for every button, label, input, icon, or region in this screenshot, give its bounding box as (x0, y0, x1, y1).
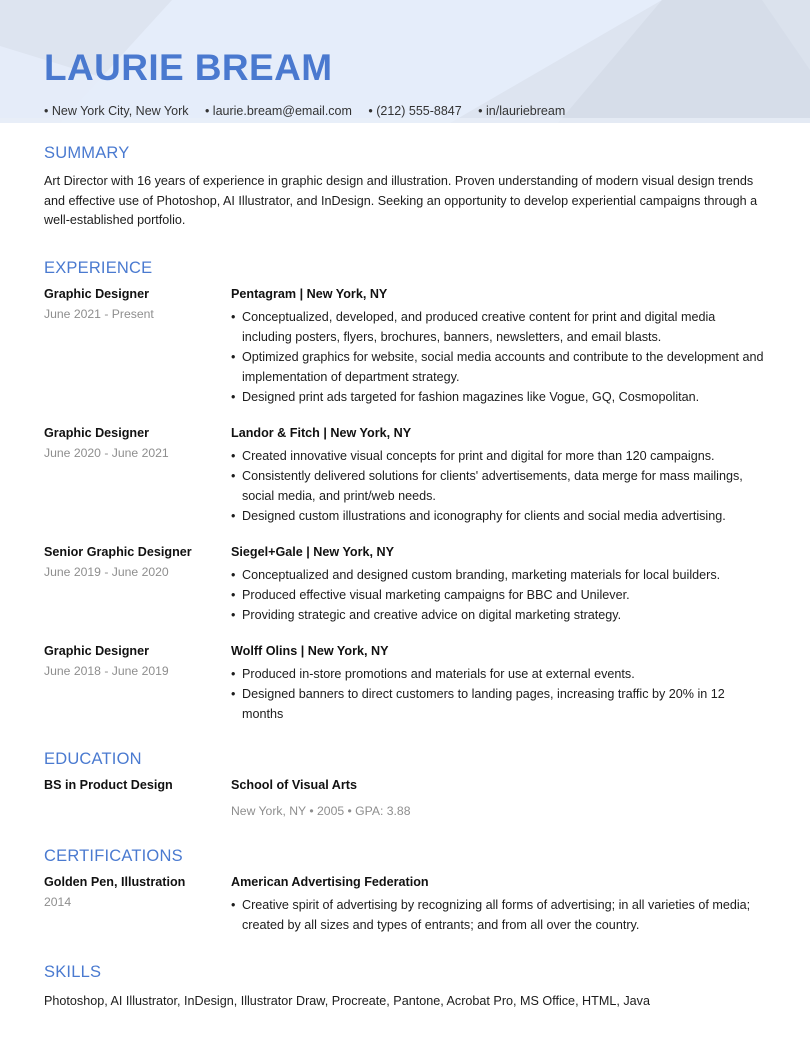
experience-date-range: June 2021 - Present (44, 306, 154, 321)
experience-entry (44, 643, 766, 724)
education-detail-line: New York, NY • 2005 • GPA: 3.88 (231, 803, 411, 818)
entry-bullet: • Optimized graphics for website, social media accounts and contribute to the development and implementation of department strategy. (231, 347, 766, 387)
experience-entry (44, 544, 766, 625)
entry-right-column (231, 777, 766, 821)
entry-bullet-list (231, 446, 766, 526)
skills-text: Photoshop, AI Illustrator, InDesign, Illustrator Draw, Procreate, Pantone, Acrobat Pro, MS Office, HTML, Java (44, 993, 650, 1008)
entry-right-column (231, 425, 766, 526)
contact-location: • New York City, New York (44, 104, 189, 118)
entry-bullet: • Designed custom illustrations and iconography for clients and social media advertising. (231, 506, 766, 526)
header-content (44, 0, 810, 123)
experience-role: Graphic Designer (44, 286, 149, 301)
entry-right-column (231, 286, 766, 407)
contact-spacer-2 (355, 104, 364, 119)
certification-entry (44, 874, 766, 935)
entry-bullet-list (231, 565, 766, 625)
experience-role: Senior Graphic Designer (44, 544, 192, 559)
experience-entry (44, 286, 766, 407)
certification-organization: American Advertising Federation (231, 874, 429, 889)
summary-text: Art Director with 16 years of experience in graphic design and illustration. Proven understanding of modern visual design trends and effective use of Photoshop, AI Illustrator, and InDesign. Seeking an opportunity to develop experiential campaigns through a well-established portfolio. (44, 174, 758, 227)
entry-left-column (44, 544, 231, 581)
entry-bullet-list (231, 307, 766, 407)
experience-organization: Pentagram | New York, NY (231, 286, 388, 301)
experience-organization: Siegel+Gale | New York, NY (231, 544, 394, 559)
entry-left-column (44, 643, 231, 680)
entry-bullet: • Created innovative visual concepts for print and digital for more than 120 campaigns. (231, 446, 766, 466)
entry-left-column (44, 777, 231, 794)
experience-date-range: June 2019 - June 2020 (44, 564, 169, 579)
contact-email[interactable]: • laurie.bream@email.com (204, 104, 352, 118)
experience-role: Graphic Designer (44, 425, 149, 440)
certification-award: Golden Pen, Illustration (44, 874, 186, 889)
experience-entry (44, 425, 766, 526)
summary-section (44, 144, 766, 231)
education-section (44, 750, 766, 821)
experience-organization: Landor & Fitch | New York, NY (231, 425, 412, 440)
entry-bullet: • Creative spirit of advertising by recognizing all forms of advertising; in all varieties of media; created by all sizes and types of entrants; and from all over the country. (231, 895, 766, 935)
experience-date-range: June 2020 - June 2021 (44, 445, 169, 460)
entry-bullet: • Conceptualized and designed custom branding, marketing materials for local builders. (231, 565, 766, 585)
entry-left-column (44, 874, 231, 911)
experience-section (44, 259, 766, 724)
experience-role: Graphic Designer (44, 643, 149, 658)
contact-spacer-1 (192, 104, 201, 119)
entry-right-column (231, 643, 766, 724)
entry-bullet: • Consistently delivered solutions for clients' advertisements, data merge for mass mailings, social media, and print/web needs. (231, 466, 766, 506)
entry-left-column (44, 425, 231, 462)
entry-bullet: • Produced effective visual marketing campaigns for BBC and Unilever. (231, 585, 766, 605)
experience-entry-list (44, 286, 766, 724)
contact-linkedin[interactable]: • in/lauriebream (478, 104, 566, 118)
contact-spacer-3 (465, 104, 474, 119)
resume-body (0, 144, 810, 1011)
skills-heading: SKILLS (44, 962, 102, 981)
candidate-name: LAURIE BREAM (44, 47, 333, 88)
entry-right-column (231, 874, 766, 935)
resume-header (0, 0, 810, 123)
certification-year: 2014 (44, 894, 72, 909)
entry-bullet: • Designed banners to direct customers to landing pages, increasing traffic by 20% in 12 months (231, 684, 766, 724)
entry-bullet: • Produced in-store promotions and materials for use at external events. (231, 664, 766, 684)
education-school: School of Visual Arts (231, 777, 357, 792)
entry-right-column (231, 544, 766, 625)
entry-bullet: • Designed print ads targeted for fashion magazines like Vogue, GQ, Cosmopolitan. (231, 387, 766, 407)
certifications-section (44, 847, 766, 935)
education-heading: EDUCATION (44, 749, 142, 768)
entry-bullet: • Providing strategic and creative advice on digital marketing strategy. (231, 605, 766, 625)
experience-date-range: June 2018 - June 2019 (44, 663, 169, 678)
entry-bullet: • Conceptualized, developed, and produced creative content for print and digital media including posters, flyers, brochures, banners, newsletters, and email blasts. (231, 307, 766, 347)
skills-section (44, 963, 766, 1011)
certifications-heading: CERTIFICATIONS (44, 846, 183, 865)
contact-phone[interactable]: • (212) 555-8847 (368, 104, 462, 118)
certification-entry-list (44, 874, 766, 935)
entry-bullet-list (231, 895, 766, 935)
entry-left-column (44, 286, 231, 323)
education-entry-list (44, 777, 766, 821)
education-degree: BS in Product Design (44, 777, 173, 792)
experience-heading: EXPERIENCE (44, 258, 153, 277)
summary-heading: SUMMARY (44, 144, 130, 162)
entry-bullet-list (231, 664, 766, 724)
contact-line (44, 104, 565, 119)
education-entry (44, 777, 766, 821)
experience-organization: Wolff Olins | New York, NY (231, 643, 389, 658)
